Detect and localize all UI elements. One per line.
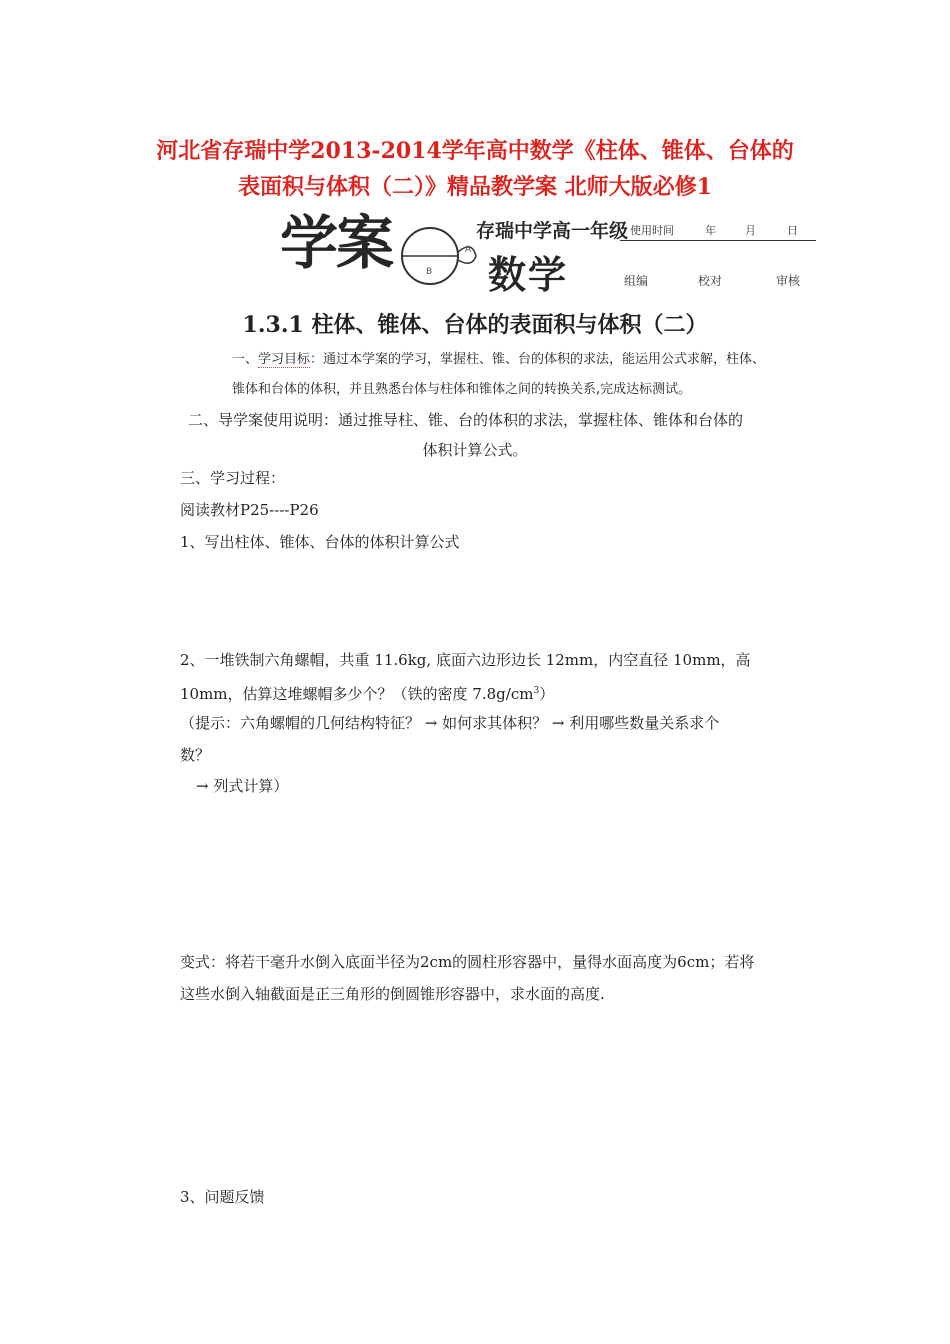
objective-line1-rest: ：通过本学案的学习，掌握柱、锥、台的体积的求法，能运用公式求解，柱体、 bbox=[310, 352, 766, 367]
hint-line3: → 列式计算） bbox=[196, 777, 289, 795]
banner-divider bbox=[620, 240, 816, 241]
document-title-line2: 表面积与体积（二）》精品教学案 北师大版必修1 bbox=[238, 174, 712, 200]
guide-line2: 体积计算公式。 bbox=[422, 441, 528, 459]
reading-assignment: 阅读教材P25----P26 bbox=[180, 501, 319, 519]
question-3: 3、问题反馈 bbox=[180, 1188, 265, 1206]
year-label: 年 bbox=[705, 224, 716, 237]
document-title-line1: 河北省存瑞中学2013-2014学年高中数学《柱体、锥体、台体的 bbox=[156, 138, 794, 164]
school-name: 存瑞中学高一年级 bbox=[476, 220, 629, 242]
objective-label: 学习目标 bbox=[258, 352, 311, 367]
guide-line1: 二、导学案使用说明：通过推导柱、锥、台的体积的求法，掌握柱体、锥体和台体的 bbox=[188, 411, 744, 429]
variant-line1: 变式：将若干毫升水倒入底面半径为2cm的圆柱形容器中，量得水面高度为6cm；若将 bbox=[180, 953, 755, 971]
proofread-label: 校对 bbox=[698, 274, 723, 288]
circle-emblem-icon bbox=[392, 222, 482, 288]
hint-line1: （提示：六角螺帽的几何结构特征？ → 如何求其体积？ → 利用哪些数量关系求个 bbox=[180, 714, 720, 732]
hint-line2: 数？ bbox=[180, 746, 211, 764]
circle-label-b: B bbox=[426, 267, 433, 277]
process-heading: 三、学习过程： bbox=[180, 469, 286, 487]
objective-line2: 锥体和台体的体积，并且熟悉台体与柱体和锥体之间的转换关系,完成达标测试。 bbox=[232, 382, 692, 397]
objective-prefix: 一、 bbox=[232, 352, 259, 367]
question-2-line2-close: ） bbox=[539, 685, 555, 703]
subject-text: 数学 bbox=[488, 253, 569, 297]
worksheet-banner bbox=[280, 208, 820, 298]
objective-line1 bbox=[232, 348, 765, 367]
use-time-label: 使用时间 bbox=[630, 224, 674, 237]
xue-an-logo-text: 学案 bbox=[280, 209, 393, 277]
review-label: 审核 bbox=[776, 274, 801, 288]
question-2-line1: 2、一堆铁制六角螺帽，共重 11.6kg, 底面六边形边长 12mm，内空直径 10mm，高 bbox=[180, 651, 751, 669]
variant-line2: 这些水倒入轴截面是正三角形的倒圆锥形容器中，求水面的高度. bbox=[180, 985, 605, 1003]
cubic-superscript: 3 bbox=[533, 686, 540, 696]
question-1: 1、写出柱体、锥体、台体的体积计算公式 bbox=[180, 533, 460, 551]
month-label: 月 bbox=[745, 224, 756, 237]
section-heading: 1.3.1 柱体、锥体、台体的表面积与体积（二） bbox=[242, 312, 708, 338]
day-label: 日 bbox=[787, 224, 798, 237]
question-2-line2-text: 10mm，估算这堆螺帽多少个？（铁的密度 7.8g/cm bbox=[180, 685, 534, 703]
circle-label-a: A bbox=[465, 245, 472, 255]
editor-label: 组编 bbox=[624, 274, 649, 288]
question-2-line2 bbox=[180, 681, 554, 704]
